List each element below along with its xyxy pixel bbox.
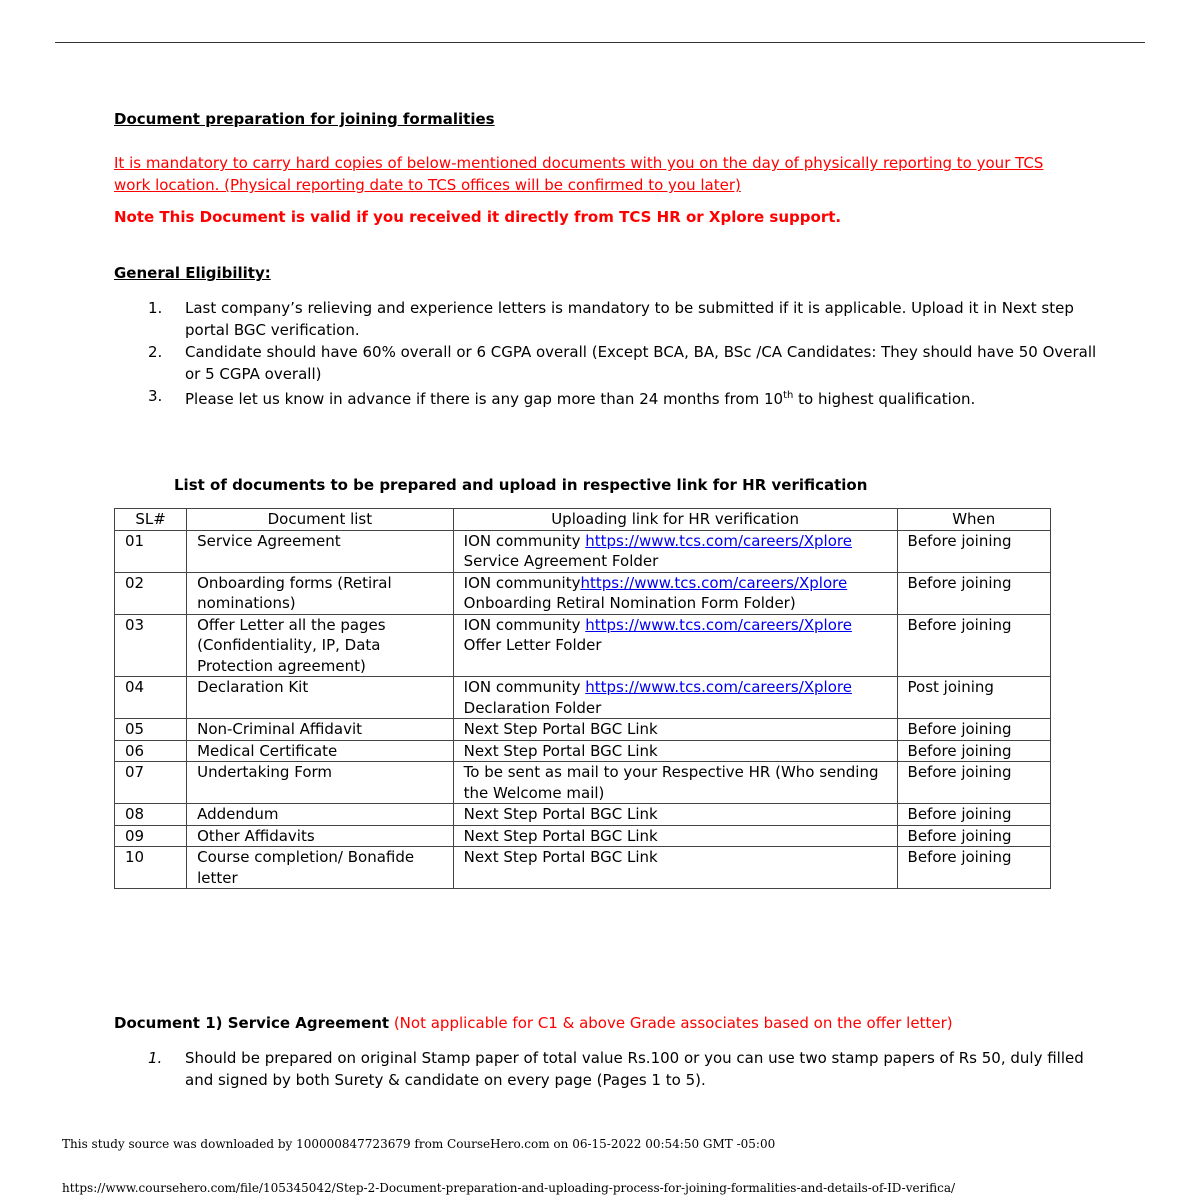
- list-text-before: Please let us know in advance if there is any gap more than 24 months from 10: [185, 390, 784, 408]
- cell-upload-link: [453, 762, 897, 804]
- list-text: Candidate should have 60% overall or 6 CGPA overall (Except BCA, BA, BSc /CA Candidates: They should have 50 Overall or 5 CGPA overall): [185, 343, 1097, 383]
- xplore-link[interactable]: https://www.tcs.com/careers/Xplore: [585, 615, 852, 634]
- eligibility-heading: General Eligibility:: [114, 264, 271, 282]
- link-prefix-text: Next Step Portal BGC Link: [463, 805, 658, 823]
- cell-when: Before joining: [897, 719, 1050, 741]
- document1-list-item: [148, 1047, 1088, 1091]
- table-row: [115, 572, 1051, 614]
- table-row: [115, 762, 1051, 804]
- list-number: 1.: [148, 299, 163, 317]
- cell-when: Before joining: [897, 825, 1050, 847]
- cell-sl: 02: [115, 572, 187, 614]
- link-suffix-text: Declaration Folder: [463, 698, 602, 717]
- table-row: [115, 825, 1051, 847]
- link-prefix-text: Next Step Portal BGC Link: [463, 848, 658, 866]
- header-sl: SL#: [115, 509, 187, 531]
- xplore-link[interactable]: https://www.tcs.com/careers/Xplore: [585, 531, 852, 550]
- cell-document: Addendum: [187, 804, 454, 826]
- cell-sl: 04: [115, 677, 187, 719]
- link-suffix-text: Service Agreement Folder: [463, 552, 659, 570]
- footer-source-line: This study source was downloaded by 100000847723679 from CourseHero.com on 06-15-2022 00:54:50 GMT -05:00: [62, 1137, 776, 1151]
- table-row: [115, 804, 1051, 826]
- cell-document: Undertaking Form: [187, 762, 454, 804]
- cell-upload-link: [453, 804, 897, 826]
- cell-document: Onboarding forms (Retiral nominations): [187, 572, 454, 614]
- link-suffix-text: Onboarding Retiral Nomination Form Folder): [463, 594, 796, 612]
- list-text-after: to highest qualification.: [793, 390, 976, 408]
- cell-when: Before joining: [897, 614, 1050, 677]
- document1-title: Document 1) Service Agreement: [114, 1014, 390, 1032]
- header-uploading-link: Uploading link for HR verification: [453, 509, 897, 531]
- list-item: [148, 385, 1098, 410]
- documents-table: [114, 508, 1051, 889]
- list-number: 2.: [148, 343, 163, 361]
- cell-when: Post joining: [897, 677, 1050, 719]
- mandatory-notice: It is mandatory to carry hard copies of below-mentioned documents with you on the day of physically reporting to your TCS work location. (Physical reporting date to TCS offices will be confirmed to you later): [114, 154, 1044, 194]
- xplore-link[interactable]: https://www.tcs.com/careers/Xplore: [580, 573, 848, 592]
- cell-when: Before joining: [897, 804, 1050, 826]
- table-row: [115, 530, 1051, 572]
- cell-sl: 06: [115, 740, 187, 762]
- link-prefix-text: ION community: [463, 678, 586, 696]
- link-prefix-text: Next Step Portal BGC Link: [463, 741, 658, 760]
- link-suffix-text: Offer Letter Folder: [463, 636, 602, 654]
- eligibility-list: [148, 297, 1098, 410]
- cell-when: Before joining: [897, 530, 1050, 572]
- cell-upload-link: [453, 719, 897, 741]
- link-prefix-text: Next Step Portal BGC Link: [463, 720, 658, 738]
- footer-url-line: https://www.coursehero.com/file/105345042/Step-2-Document-preparation-and-uploading-process-for-joining-formalities-and-details-of-ID-verifica/: [62, 1181, 956, 1195]
- table-row: [115, 614, 1051, 677]
- top-rule: [55, 42, 1145, 43]
- list-number: 1.: [148, 1049, 163, 1067]
- cell-when: Before joining: [897, 572, 1050, 614]
- header-when: When: [897, 509, 1050, 531]
- cell-when: Before joining: [897, 762, 1050, 804]
- cell-sl: 03: [115, 614, 187, 677]
- header-document-list: Document list: [187, 509, 454, 531]
- cell-upload-link: [453, 847, 897, 889]
- list-item: [148, 297, 1098, 341]
- superscript: th: [783, 390, 794, 401]
- table-header-row: [115, 509, 1051, 531]
- document1-note: (Not applicable for C1 & above Grade associates based on the offer letter): [393, 1014, 953, 1032]
- cell-upload-link: [453, 677, 897, 719]
- table-title: List of documents to be prepared and upload in respective link for HR verification: [174, 476, 868, 494]
- xplore-link[interactable]: https://www.tcs.com/careers/Xplore: [585, 678, 852, 696]
- cell-document: Non-Criminal Affidavit: [187, 719, 454, 741]
- cell-upload-link: [453, 614, 897, 677]
- cell-upload-link: [453, 530, 897, 572]
- table-row: [115, 847, 1051, 889]
- cell-document: Offer Letter all the pages (Confidentiality, IP, Data Protection agreement): [187, 614, 454, 677]
- list-text: [185, 385, 1098, 410]
- cell-when: Before joining: [897, 847, 1050, 889]
- cell-sl: 07: [115, 762, 187, 804]
- list-text: Last company’s relieving and experience letters is mandatory to be submitted if it is applicable. Upload it in Next step portal BGC verification.: [185, 299, 1074, 339]
- cell-sl: 08: [115, 804, 187, 826]
- cell-sl: 09: [115, 825, 187, 847]
- cell-upload-link: [453, 572, 897, 614]
- page-heading: Document preparation for joining formalities: [114, 110, 495, 128]
- list-number: 3.: [148, 387, 163, 405]
- list-item: [148, 341, 1098, 385]
- cell-upload-link: [453, 740, 897, 762]
- cell-when: Before joining: [897, 740, 1050, 762]
- list-text: Should be prepared on original Stamp paper of total value Rs.100 or you can use two stamp papers of Rs 50, duly filled and signed by both Surety & candidate on every page (Pages 1 to 5).: [185, 1049, 1084, 1089]
- table-row: [115, 740, 1051, 762]
- cell-document: Course completion/ Bonafide letter: [187, 847, 454, 889]
- link-prefix-text: ION community: [463, 615, 586, 634]
- cell-upload-link: [453, 825, 897, 847]
- document1-title-line: [114, 1014, 953, 1032]
- link-prefix-text: Next Step Portal BGC Link: [463, 826, 658, 845]
- cell-sl: 01: [115, 530, 187, 572]
- cell-document: Medical Certificate: [187, 740, 454, 762]
- cell-document: Declaration Kit: [187, 677, 454, 719]
- cell-sl: 10: [115, 847, 187, 889]
- table-row: [115, 677, 1051, 719]
- link-prefix-text: To be sent as mail to your Respective HR (Who sending the Welcome mail): [463, 763, 879, 802]
- table-row: [115, 719, 1051, 741]
- validity-note: Note This Document is valid if you received it directly from TCS HR or Xplore support.: [114, 208, 842, 226]
- link-prefix-text: ION community: [463, 573, 581, 592]
- link-prefix-text: ION community: [463, 531, 586, 550]
- cell-sl: 05: [115, 719, 187, 741]
- cell-document: Other Affidavits: [187, 825, 454, 847]
- cell-document: Service Agreement: [187, 530, 454, 572]
